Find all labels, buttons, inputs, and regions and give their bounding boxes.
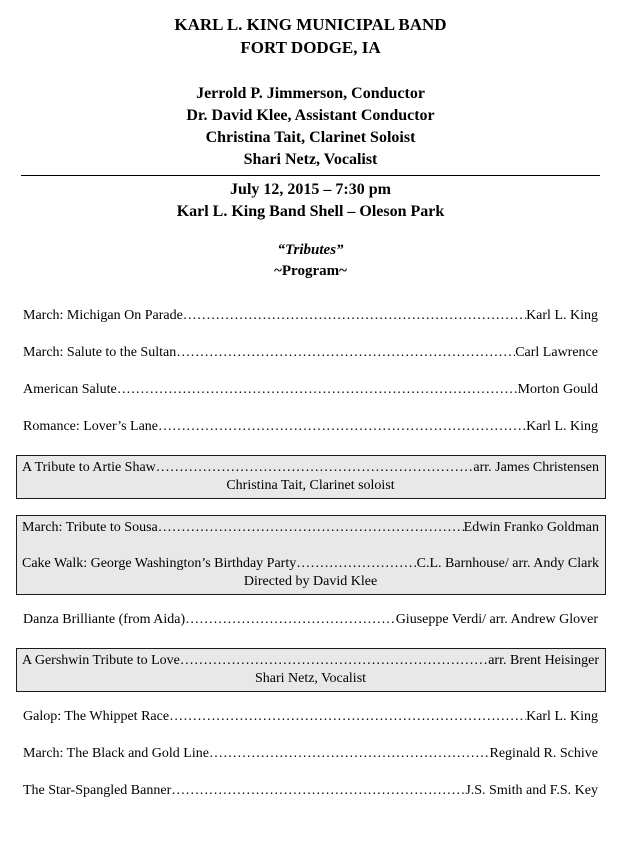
- personnel-vocalist: Shari Netz, Vocalist: [243, 151, 378, 168]
- piece-composer: Edwin Franko Goldman: [463, 520, 599, 535]
- piece-composer: J.S. Smith and F.S. Key: [465, 783, 598, 798]
- piece-title: March: Salute to the Sultan: [23, 345, 177, 360]
- piece-composer: arr. James Christensen: [473, 460, 599, 475]
- vocalist-note: Shari Netz, Vocalist: [254, 671, 367, 686]
- program-row: [23, 344, 598, 362]
- dot-leader: [158, 418, 526, 436]
- piece-composer: Giuseppe Verdi/ arr. Andrew Glover: [395, 612, 598, 627]
- piece-composer: Reginald R. Schive: [489, 746, 598, 761]
- piece-title: The Star-Spangled Banner: [23, 783, 172, 798]
- dot-leader: [296, 555, 416, 573]
- dot-leader: [117, 381, 518, 399]
- piece-composer: C.L. Barnhouse/ arr. Andy Clark: [416, 556, 599, 571]
- dot-leader: [180, 652, 488, 670]
- dot-leader: [169, 708, 526, 726]
- personnel-assistant-conductor: Dr. David Klee, Assistant Conductor: [186, 107, 435, 124]
- piece-composer: Karl L. King: [526, 308, 598, 323]
- program-row: [23, 745, 598, 763]
- personnel-conductor: Jerrold P. Jimmerson, Conductor: [196, 85, 425, 102]
- program-list: [23, 307, 598, 800]
- piece-title: A Tribute to Artie Shaw: [22, 460, 156, 475]
- piece-title: March: Tribute to Sousa: [22, 520, 158, 535]
- piece-title: Galop: The Whippet Race: [23, 709, 170, 724]
- event-date-time: July 12, 2015 – 7:30 pm: [230, 181, 391, 198]
- event-venue: Karl L. King Band Shell – Oleson Park: [176, 203, 445, 220]
- program-row: [22, 519, 599, 537]
- dot-leader: [183, 307, 526, 325]
- program-row: [22, 555, 599, 573]
- featured-piece-box-sousa-cakewalk: [16, 515, 606, 595]
- piece-title: March: Michigan On Parade: [23, 308, 183, 323]
- piece-title: March: The Black and Gold Line: [23, 746, 209, 761]
- piece-title: Danza Brilliante (from Aida): [23, 612, 186, 627]
- band-city: FORT DODGE, IA: [240, 38, 381, 57]
- concert-title: “Tributes”: [277, 242, 344, 258]
- director-note: Directed by David Klee: [243, 574, 378, 589]
- program-row: [23, 782, 598, 800]
- piece-title: Romance: Lover’s Lane: [23, 419, 159, 434]
- dot-leader: [185, 611, 396, 629]
- dot-leader: [156, 459, 474, 477]
- piece-composer: Carl Lawrence: [515, 345, 598, 360]
- dot-leader: [171, 782, 465, 800]
- band-name: KARL L. KING MUNICIPAL BAND: [174, 15, 447, 34]
- piece-title: A Gershwin Tribute to Love: [22, 653, 180, 668]
- piece-composer: Morton Gould: [517, 382, 598, 397]
- header-divider: [21, 175, 600, 176]
- soloist-note: Christina Tait, Clarinet soloist: [226, 478, 395, 493]
- program-row: [23, 307, 598, 325]
- program-row: [23, 418, 598, 436]
- piece-composer: arr. Brent Heisinger: [488, 653, 599, 668]
- dot-leader: [209, 745, 490, 763]
- program-row: [23, 708, 598, 726]
- program-row: [23, 381, 598, 399]
- program-row: [22, 459, 599, 477]
- personnel-block: [0, 83, 621, 171]
- piece-composer: Karl L. King: [526, 419, 598, 434]
- personnel-clarinet-soloist: Christina Tait, Clarinet Soloist: [205, 129, 416, 146]
- piece-composer: Karl L. King: [526, 709, 598, 724]
- piece-title: Cake Walk: George Washington’s Birthday Party: [22, 556, 297, 571]
- dot-leader: [158, 519, 464, 537]
- program-row: [22, 652, 599, 670]
- program-heading: ~Program~: [274, 263, 347, 279]
- piece-title: American Salute: [23, 382, 117, 397]
- featured-piece-box-artie-shaw: [16, 455, 606, 499]
- program-row: [23, 611, 598, 629]
- featured-piece-box-gershwin: [16, 648, 606, 692]
- dot-leader: [176, 344, 515, 362]
